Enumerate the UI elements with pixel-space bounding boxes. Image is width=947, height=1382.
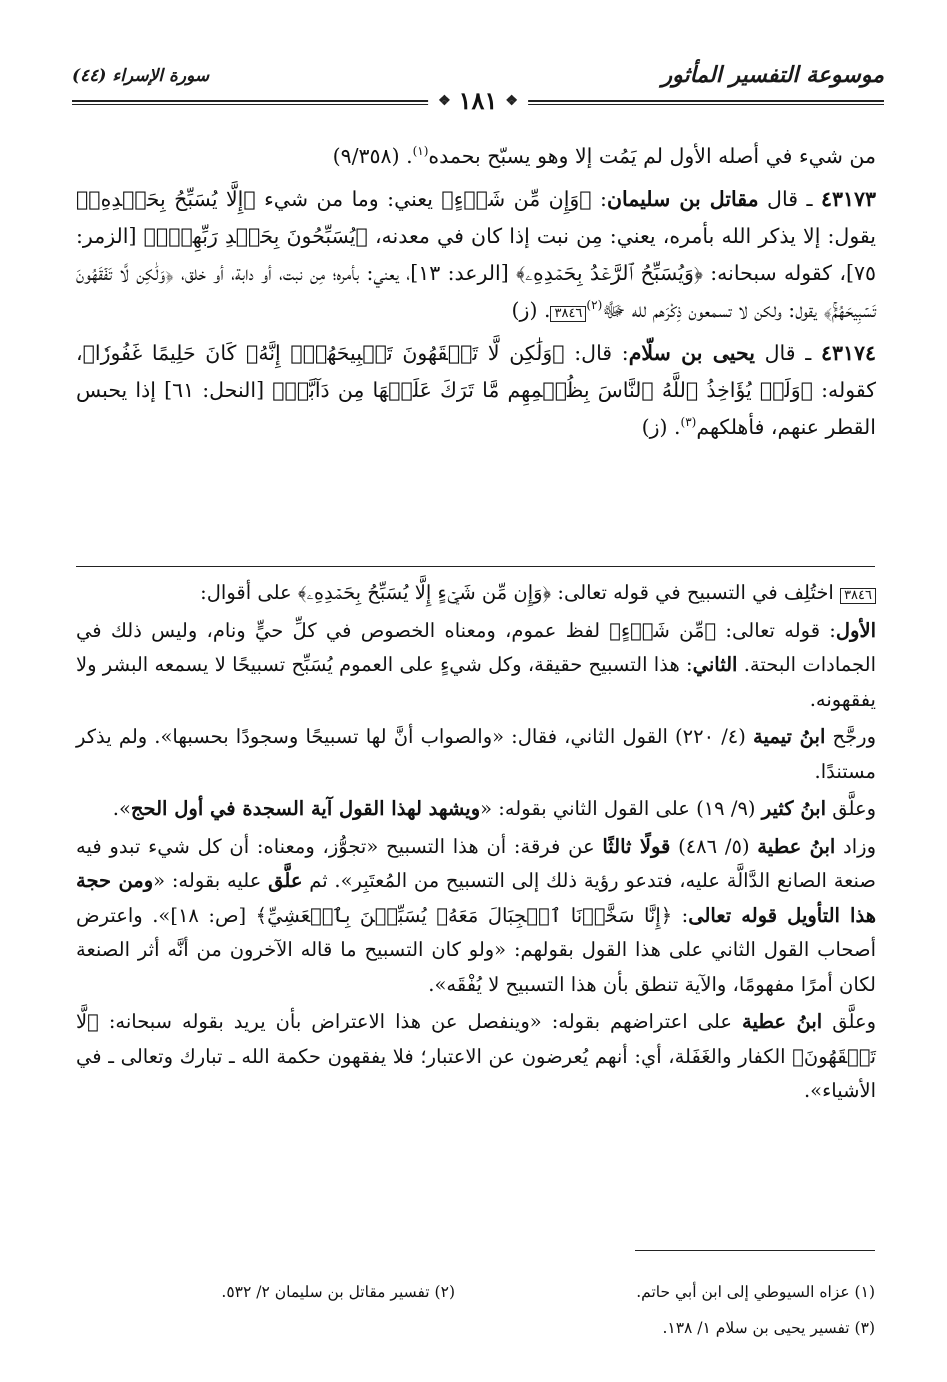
athar-entry: ٤٣١٧٤ ـ قال يحيى بن سلّام: قال: ﴿وَلَٰكِن لَّا تَفۡقَهُونَ تَسۡبِيحَهُمۡۚ إِنَّهُۥ كَانَ حَلِيمًا غَفُورٗا﴾، كقوله: ﴿وَلَوۡ يُؤَاخِذُ ٱللَّهُ ٱلنَّاسَ بِظُلۡمِهِم مَّا تَرَكَ عَلَيۡهَا مِن دَآبَّةٖ﴾ [النحل: ٦١] إذا يحبس القطر عنهم، فأهلكهم$^{(٣)}$. (ز) xyxy=(76,341,876,439)
footnote-3: (٣) تفسير يحيى بن سلام ١/ ١٣٨. xyxy=(662,1319,875,1337)
main-text xyxy=(76,138,876,446)
surah-label: سورة الإسراء (٤٤) xyxy=(72,66,210,86)
note-paragraph: وعلَّق ابنُ كثير (٩/ ١٩) على القول الثاني بقوله: «ويشهد لهذا القول آية السجدة في أول الحج». xyxy=(112,797,876,820)
page-header xyxy=(72,58,884,118)
page-number-box xyxy=(428,86,528,115)
notes-separator xyxy=(76,566,875,567)
footnote-ref[interactable]: (٣) xyxy=(680,415,697,430)
book-title: موسوعة التفسير المأثور xyxy=(661,62,884,88)
athar-entry: ٤٣١٧٣ ـ قال مقاتل بن سليمان: ﴿وَإِن مِّن شَيۡءٍ﴾ يعني: وما من شيء ﴿إِلَّا يُسَبِّحُ بِحَمۡدِهِۦ﴾ يقول: إلا يذكر الله بأمره، يعني: مِن نبت إذا كان في معدنه، ﴿يُسَبِّحُونَ بِحَمۡدِ رَبِّهِمۡۖ﴾ [الزمر: ٧٥]، كقوله سبحانه: ﴿وَيُسَبِّحُ ٱلرَّعۡدُ بِحَمۡدِهِۦ﴾ [الرعد: ١٣]، يعني: بأمره؛ مِن نبت، أو دابة، أو خلق، ﴿وَلَٰكِن لَّا تَفۡقَهُونَ تَسۡبِيحَهُمۡۚ﴾ يقول: ولكن لا تسمعون ذِكْرَهم لله ﷻ$^{(٢)}$٣٨٤٦. (ز) xyxy=(76,187,877,322)
note-paragraph: ورجَّح ابنُ تيمية (٤/ ٢٢٠) القول الثاني، فقال: «والصواب أنَّ لها تسبيحًا وسجودًا بحسبها». ولم يذكر مستندًا. xyxy=(76,725,876,783)
note-paragraph: وزاد ابنُ عطية (٥/ ٤٨٦) قولًا ثالثًا عن فرقة: أن هذا التسبيح «تجوُّز، ومعناه: أن كل شيء تبدو فيه صنعة الصانع الدَّالَّة عليه، فتدعو رؤية ذلك إلى التسبيح من المُعتَبِر». ثم علَّق عليه بقوله: «ومن حجة هذا التأويل قوله تعالى: ﴿إِنَّا سَخَّرۡنَا ٱلۡجِبَالَ مَعَهُۥ يُسَبِّحۡنَ بِٱلۡعَشِيِّ﴾ [ص: ١٨]». واعترض أصحاب القول الثاني على هذا القول بقولهم: «ولو كان التسبيح ما قاله الآخرون من أنَّه أثر الصنعة لكان أمرًا مفهومًا، والآية تنطق بأن هذا التسبيح لا يُفْقَه». xyxy=(76,834,876,996)
narrator-name: مقاتل بن سليمان xyxy=(606,187,759,211)
paragraph-continuation: من شيء في أصله الأول لم يَمُت إلا وهو يسبّح بحمده$^{(١)}$. (٩/٣٥٨) xyxy=(332,144,876,168)
footnote-ref[interactable]: (٢) xyxy=(586,298,603,313)
commentary-notes xyxy=(76,576,876,1109)
ornament-icon: ❖ xyxy=(505,92,518,109)
note-ref-box: ٣٨٤٦ xyxy=(840,588,876,604)
footnote-ref[interactable]: (١) xyxy=(412,144,429,159)
narrator-name: يحيى بن سلّام xyxy=(628,341,755,365)
ornament-icon: ❖ xyxy=(438,92,451,109)
entry-number: ٤٣١٧٣ xyxy=(820,187,876,211)
note-paragraph: ٣٨٤٦ اختُلِف في التسبيح في قوله تعالى: ﴿وَإِن مِّن شَيۡءٍ إِلَّا يُسَبِّحُ بِحَمۡدِهِۦ﴾ على أقوال: xyxy=(76,576,876,611)
page-number: ١٨١ xyxy=(458,86,498,115)
note-paragraph: الأول: قوله تعالى: ﴿مِّن شَيۡءٍ﴾ لفظ عموم، ومعناه الخصوص في كلِّ حيٍّ ونام، وليس ذلك في الجمادات البحتة. الثاني: هذا التسبيح حقيقة، وكل شيءٍ على العموم يُسَبِّح تسبيحًا لا يسمعه البشر ولا يفقهونه. xyxy=(76,618,876,711)
footnote-2: (٢) تفسير مقاتل بن سليمان ٢/ ٥٣٢. xyxy=(221,1283,455,1301)
footnote-separator xyxy=(635,1250,875,1251)
note-paragraph: وعلَّق ابنُ عطية على اعتراضهم بقوله: «وينفصل عن هذا الاعتراض بأن يريد بقوله سبحانه: ﴿لَّا تَفۡقَهُونَ﴾ الكفار والغَفَلة، أي: أنهم يُعرضون عن الاعتبار؛ فلا يفقهون حكمة الله ـ تبارك وتعالى ـ في الأشياء». xyxy=(76,1010,876,1102)
note-ref-box[interactable]: ٣٨٤٦ xyxy=(550,306,586,322)
entry-number: ٤٣١٧٤ xyxy=(820,341,876,365)
footnote-1: (١) عزاه السيوطي إلى ابن أبي حاتم. xyxy=(636,1283,875,1301)
